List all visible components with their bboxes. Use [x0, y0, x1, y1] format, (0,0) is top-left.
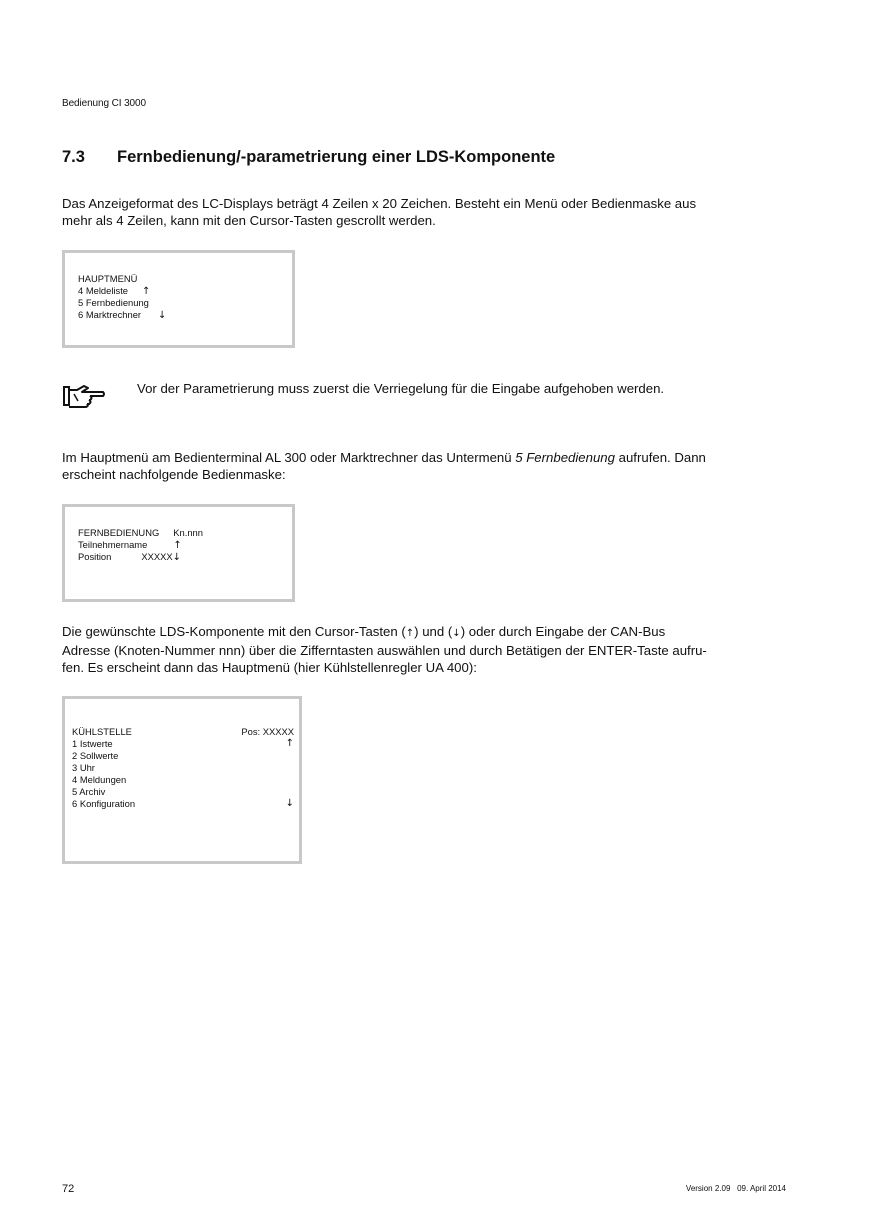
select-line-1 — [62, 623, 792, 642]
section-number: 7.3 — [62, 148, 85, 166]
text-part: Die gewünschte LDS-Komponente mit den Cursor-Tasten ( — [62, 624, 406, 639]
select-line-2: Adresse (Knoten-Nummer nnn) über die Zifferntasten auswählen und durch Betätigen der ENTER-Taste aufru- — [62, 643, 707, 658]
arrow-up-icon: ↑ — [405, 628, 415, 639]
lcd-text: Teilnehmername — [78, 539, 148, 550]
arrow-up-icon: ↑ — [142, 286, 151, 297]
arrow-down-icon: ↓ — [158, 310, 167, 321]
lcd-text: Position — [78, 551, 112, 562]
emphasis-text: 5 Fernbedienung — [515, 450, 615, 465]
section-heading — [62, 148, 555, 167]
select-paragraph — [62, 623, 792, 676]
lcd-text: 4 Meldungen — [72, 774, 127, 785]
lcd-text: KÜHLSTELLE — [72, 726, 132, 737]
page-number: 72 — [62, 1183, 75, 1195]
menu-line-2: erscheint nachfolgende Bedienmaske: — [62, 467, 286, 482]
lcd-text: 2 Sollwerte — [72, 750, 119, 761]
menu-paragraph — [62, 449, 792, 483]
lcd-line — [78, 285, 292, 297]
lcd-line — [72, 786, 294, 798]
intro-line-1: Das Anzeigeformat des LC-Displays beträgt 4 Zeilen x 20 Zeichen. Besteht ein Menü oder Bedienmaske aus — [62, 196, 697, 211]
lcd-line — [78, 551, 292, 563]
lcd-position: Pos: XXXXX — [241, 726, 294, 737]
lcd-display-main-menu — [62, 250, 295, 348]
running-header: Bedienung CI 3000 — [62, 98, 146, 109]
lcd-line: HAUPTMENÜ — [78, 273, 138, 284]
lcd-line — [78, 527, 292, 539]
lcd-line — [72, 738, 294, 750]
lcd-text: 6 Marktrechner — [78, 309, 142, 320]
note-text: Vor der Parametrierung muss zuerst die Verriegelung für die Eingabe aufgehoben werden. — [137, 381, 665, 396]
arrow-up-icon: ↑ — [173, 540, 182, 551]
lcd-line — [72, 750, 294, 762]
lcd-line: 5 Fernbedienung — [78, 297, 149, 308]
lcd-text: 5 Archiv — [72, 786, 106, 797]
lcd-value: XXXXX — [141, 551, 173, 562]
select-line-3: fen. Es erscheint dann das Hauptmenü (hier Kühlstellenregler UA 400): — [62, 660, 477, 675]
version-info: Version 2.09 09. April 2014 — [685, 1184, 786, 1193]
lcd-line — [78, 539, 292, 551]
lcd-text: FERNBEDIENUNG — [78, 527, 160, 538]
lcd-display-cooling — [62, 696, 302, 864]
lcd-text: 3 Uhr — [72, 762, 95, 773]
lcd-text: 6 Konfiguration — [72, 798, 136, 809]
text-part: ) und ( — [414, 624, 453, 639]
arrow-down-icon: ↓ — [172, 552, 182, 563]
arrow-up-icon: ↑ — [285, 738, 294, 749]
section-title: Fernbedienung/-parametrierung einer LDS-Komponente — [117, 148, 556, 166]
lcd-line — [72, 798, 294, 810]
lcd-line — [72, 774, 294, 786]
intro-line-2: mehr als 4 Zeilen, kann mit den Cursor-Tasten gescrollt werden. — [62, 213, 436, 228]
arrow-down-icon: ↓ — [285, 798, 294, 809]
pointing-hand-icon — [62, 383, 106, 409]
lcd-node: Kn.nnn — [173, 527, 203, 538]
menu-line-1 — [62, 449, 792, 466]
lcd-display-remote — [62, 504, 295, 602]
intro-paragraph — [62, 195, 792, 229]
arrow-down-icon: ↓ — [452, 628, 461, 639]
text-part: aufrufen. Dann — [614, 450, 706, 465]
lcd-text: 1 Istwerte — [72, 738, 113, 749]
lcd-text: 4 Meldeliste — [78, 285, 129, 296]
lcd-line — [72, 762, 294, 774]
lcd-line — [72, 726, 294, 738]
text-part: ) oder durch Eingabe der CAN-Bus — [460, 624, 666, 639]
lcd-line — [78, 309, 292, 321]
text-part: Im Hauptmenü am Bedienterminal AL 300 oder Marktrechner das Untermenü — [62, 450, 516, 465]
